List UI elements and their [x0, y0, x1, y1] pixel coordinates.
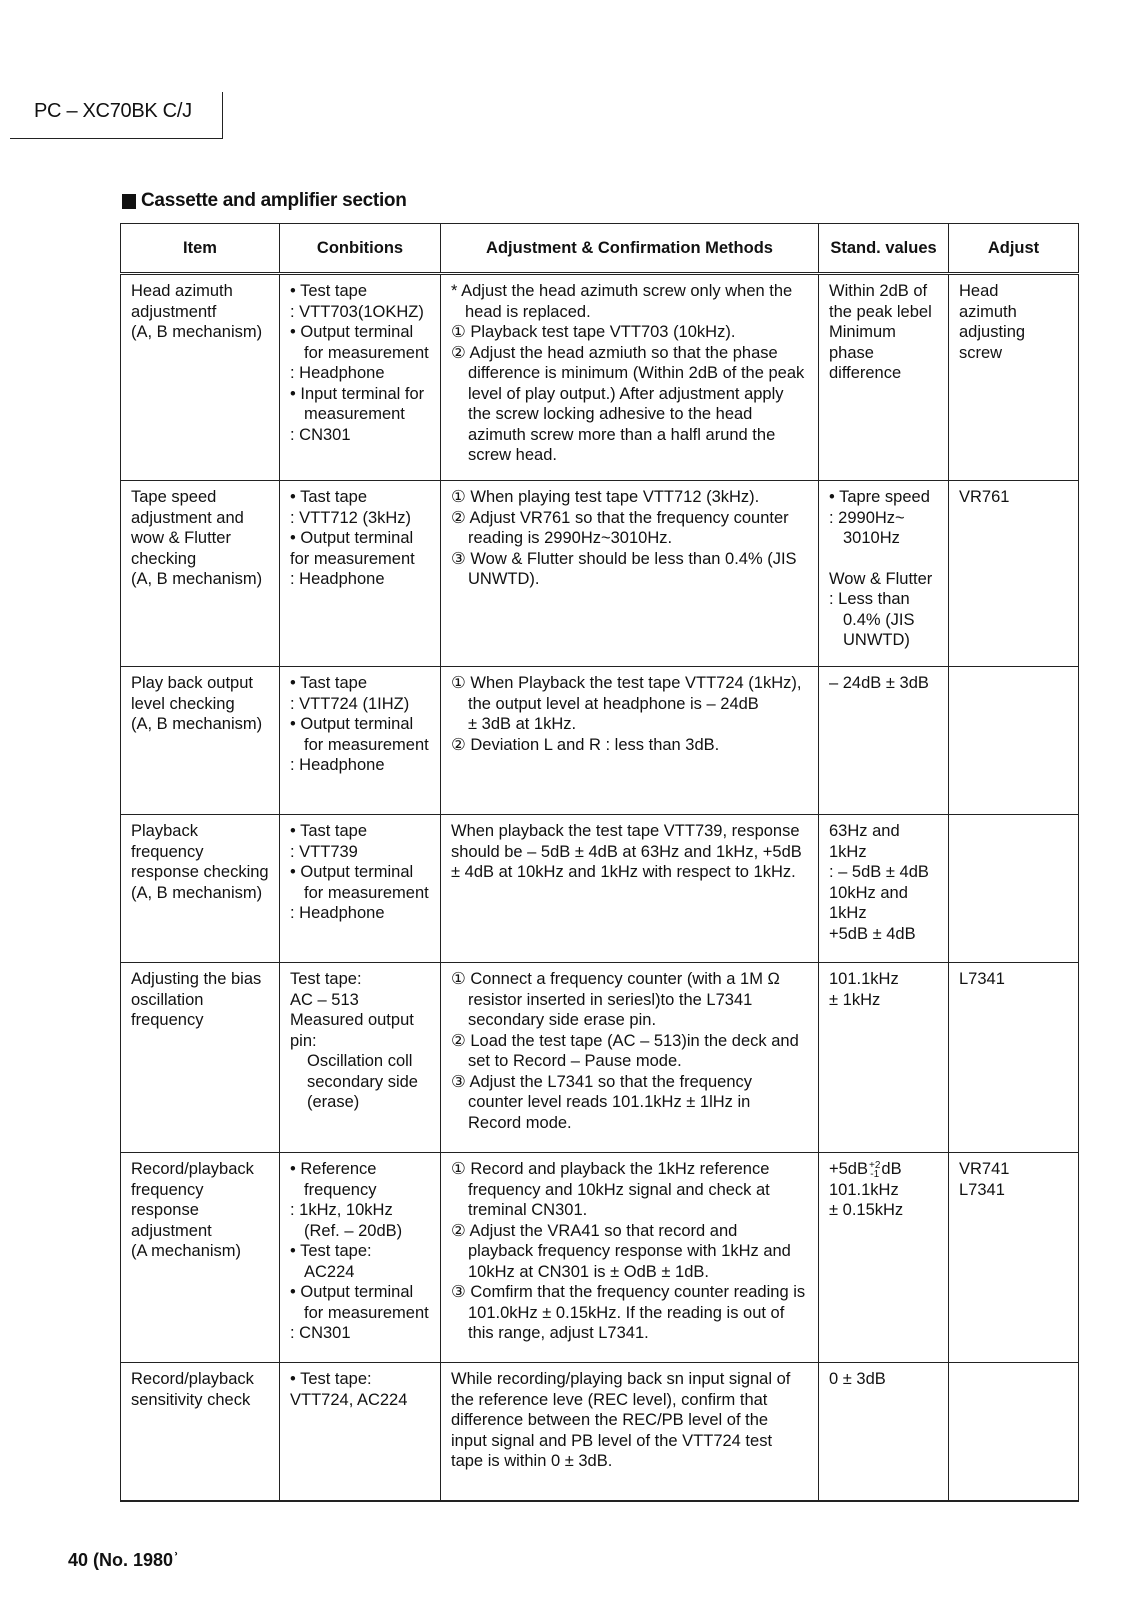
column-header-standard-values: Stand. values — [819, 224, 949, 274]
cell-item: Playback frequency response checking (A, B mechanism) — [121, 815, 280, 963]
cell-conditions: • Tast tape : VTT739 • Output terminal for measurement : Headphone — [280, 815, 441, 963]
column-header-adjust: Adjust — [949, 224, 1079, 274]
cell-adjust: L7341 — [949, 963, 1079, 1153]
cell-conditions: • Test tape: VTT724, AC224 — [280, 1363, 441, 1501]
adjustment-table — [120, 223, 1079, 1502]
table-row — [121, 815, 1079, 963]
cell-standard-values: – 24dB ± 3dB — [819, 667, 949, 815]
table-row — [121, 1153, 1079, 1363]
cell-methods: ① Record and playback the 1kHz reference frequency and 10kHz signal and check at treminal CN301. ② Adjust the VRA41 so that record and playback frequency response with 1kHz and 10kHz at CN301 is ± OdB ± 1dB. ③ Comfirm that the frequency counter reading is 101.0kHz ± 0.15kHz. If the reading is out of this range, adjust L7341. — [441, 1153, 819, 1363]
section-title-text: Cassette and amplifier section — [141, 190, 407, 211]
cell-adjust — [949, 815, 1079, 963]
page-number: 40 (No. 1980 — [68, 1550, 174, 1570]
bias-tolerance-value: +5dB +2 -1 dB — [829, 1159, 902, 1180]
table-row — [121, 274, 1079, 481]
cell-standard-values: Within 2dB of the peak lebel Minimum phase difference — [819, 274, 949, 481]
section-title — [122, 190, 407, 212]
cell-methods: ① When playing test tape VTT712 (3kHz). ② Adjust VR761 so that the frequency counter reading is 2990Hz~3010Hz. ③ Wow & Flutter should be less than 0.4% (JIS UNWTD). — [441, 481, 819, 667]
cell-methods: * Adjust the head azimuth screw only when the head is replaced. ① Playback test tape VTT703 (10kHz). ② Adjust the head azmiuth so that the phase difference is minimum (Within 2dB of the peak level of play output.) After adjustment apply the screw locking adhesive to the head azimuth screw more than a halfl arund the screw head. — [441, 274, 819, 481]
cell-methods: ① When Playback the test tape VTT724 (1kHz), the output level at headphone is – 24dB ± 3dB at 1kHz. ② Deviation L and R : less than 3dB. — [441, 667, 819, 815]
cell-standard-values: 0 ± 3dB — [819, 1363, 949, 1501]
column-header-conditions: Conbitions — [280, 224, 441, 274]
cell-conditions: • Reference frequency : 1kHz, 10kHz (Ref. – 20dB) • Test tape: AC224 • Output terminal for measurement : CN301 — [280, 1153, 441, 1363]
column-header-item: Item — [121, 224, 280, 274]
cell-adjust — [949, 1363, 1079, 1501]
table-row — [121, 1363, 1079, 1501]
cell-standard-values: 63Hz and 1kHz : – 5dB ± 4dB 10kHz and 1kHz +5dB ± 4dB — [819, 815, 949, 963]
cell-item: Record/playback frequency response adjustment (A mechanism) — [121, 1153, 280, 1363]
model-header — [34, 100, 192, 123]
cell-conditions: • Test tape : VTT703(1OKHZ) • Output terminal for measurement : Headphone • Input terminal for measurement : CN301 — [280, 274, 441, 481]
square-bullet-icon — [122, 194, 136, 209]
footer-mark: ʾ — [173, 1550, 180, 1570]
cell-item: Play back output level checking (A, B mechanism) — [121, 667, 280, 815]
column-header-methods: Adjustment & Confirmation Methods — [441, 224, 819, 274]
header-divider — [10, 138, 223, 139]
cell-item: Head azimuth adjustmentf (A, B mechanism) — [121, 274, 280, 481]
cell-adjust: VR741 L7341 — [949, 1153, 1079, 1363]
model-number: PC – XC70BK C/J — [34, 100, 192, 122]
table-row — [121, 481, 1079, 667]
cell-conditions: Test tape: AC – 513 Measured output pin: Oscillation coll secondary side (erase) — [280, 963, 441, 1153]
cell-item: Record/playback sensitivity check — [121, 1363, 280, 1501]
cell-standard-values: +5dB +2 -1 dB 101.1kHz ± 0.15kHz — [819, 1153, 949, 1363]
table-row — [121, 667, 1079, 815]
cell-methods: ① Connect a frequency counter (with a 1M Ω resistor inserted in seriesl)to the L7341 secondary side erase pin. ② Load the test tape (AC – 513)in the deck and set to Record – Pause mode. ③ Adjust the L7341 so that the frequency counter level reads 101.1kHz ± 1lHz in Record mode. — [441, 963, 819, 1153]
header-divider-vertical — [222, 92, 223, 139]
page-footer — [68, 1550, 179, 1571]
cell-conditions: • Tast tape : VTT724 (1IHZ) • Output terminal for measurement : Headphone — [280, 667, 441, 815]
table-header-row — [121, 224, 1079, 274]
cell-standard-values: 101.1kHz ± 1kHz — [819, 963, 949, 1153]
cell-adjust: Head azimuth adjusting screw — [949, 274, 1079, 481]
cell-adjust — [949, 667, 1079, 815]
cell-item: Adjusting the bias oscillation frequency — [121, 963, 280, 1153]
cell-adjust: VR761 — [949, 481, 1079, 667]
cell-conditions: • Tast tape : VTT712 (3kHz) • Output terminal for measurement : Headphone — [280, 481, 441, 667]
cell-item: Tape speed adjustment and wow & Flutter checking (A, B mechanism) — [121, 481, 280, 667]
cell-methods: While recording/playing back sn input signal of the reference leve (REC level), confirm that difference between the REC/PB level of the input signal and PB level of the VTT724 test tape is within 0 ± 3dB. — [441, 1363, 819, 1501]
cell-methods: When playback the test tape VTT739, response should be – 5dB ± 4dB at 63Hz and 1kHz, +5dB ± 4dB at 10kHz and 1kHz with respect to 1kHz. — [441, 815, 819, 963]
cell-standard-values: • Tapre speed : 2990Hz~ 3010Hz Wow & Flutter : Less than 0.4% (JIS UNWTD) — [819, 481, 949, 667]
table-row — [121, 963, 1079, 1153]
